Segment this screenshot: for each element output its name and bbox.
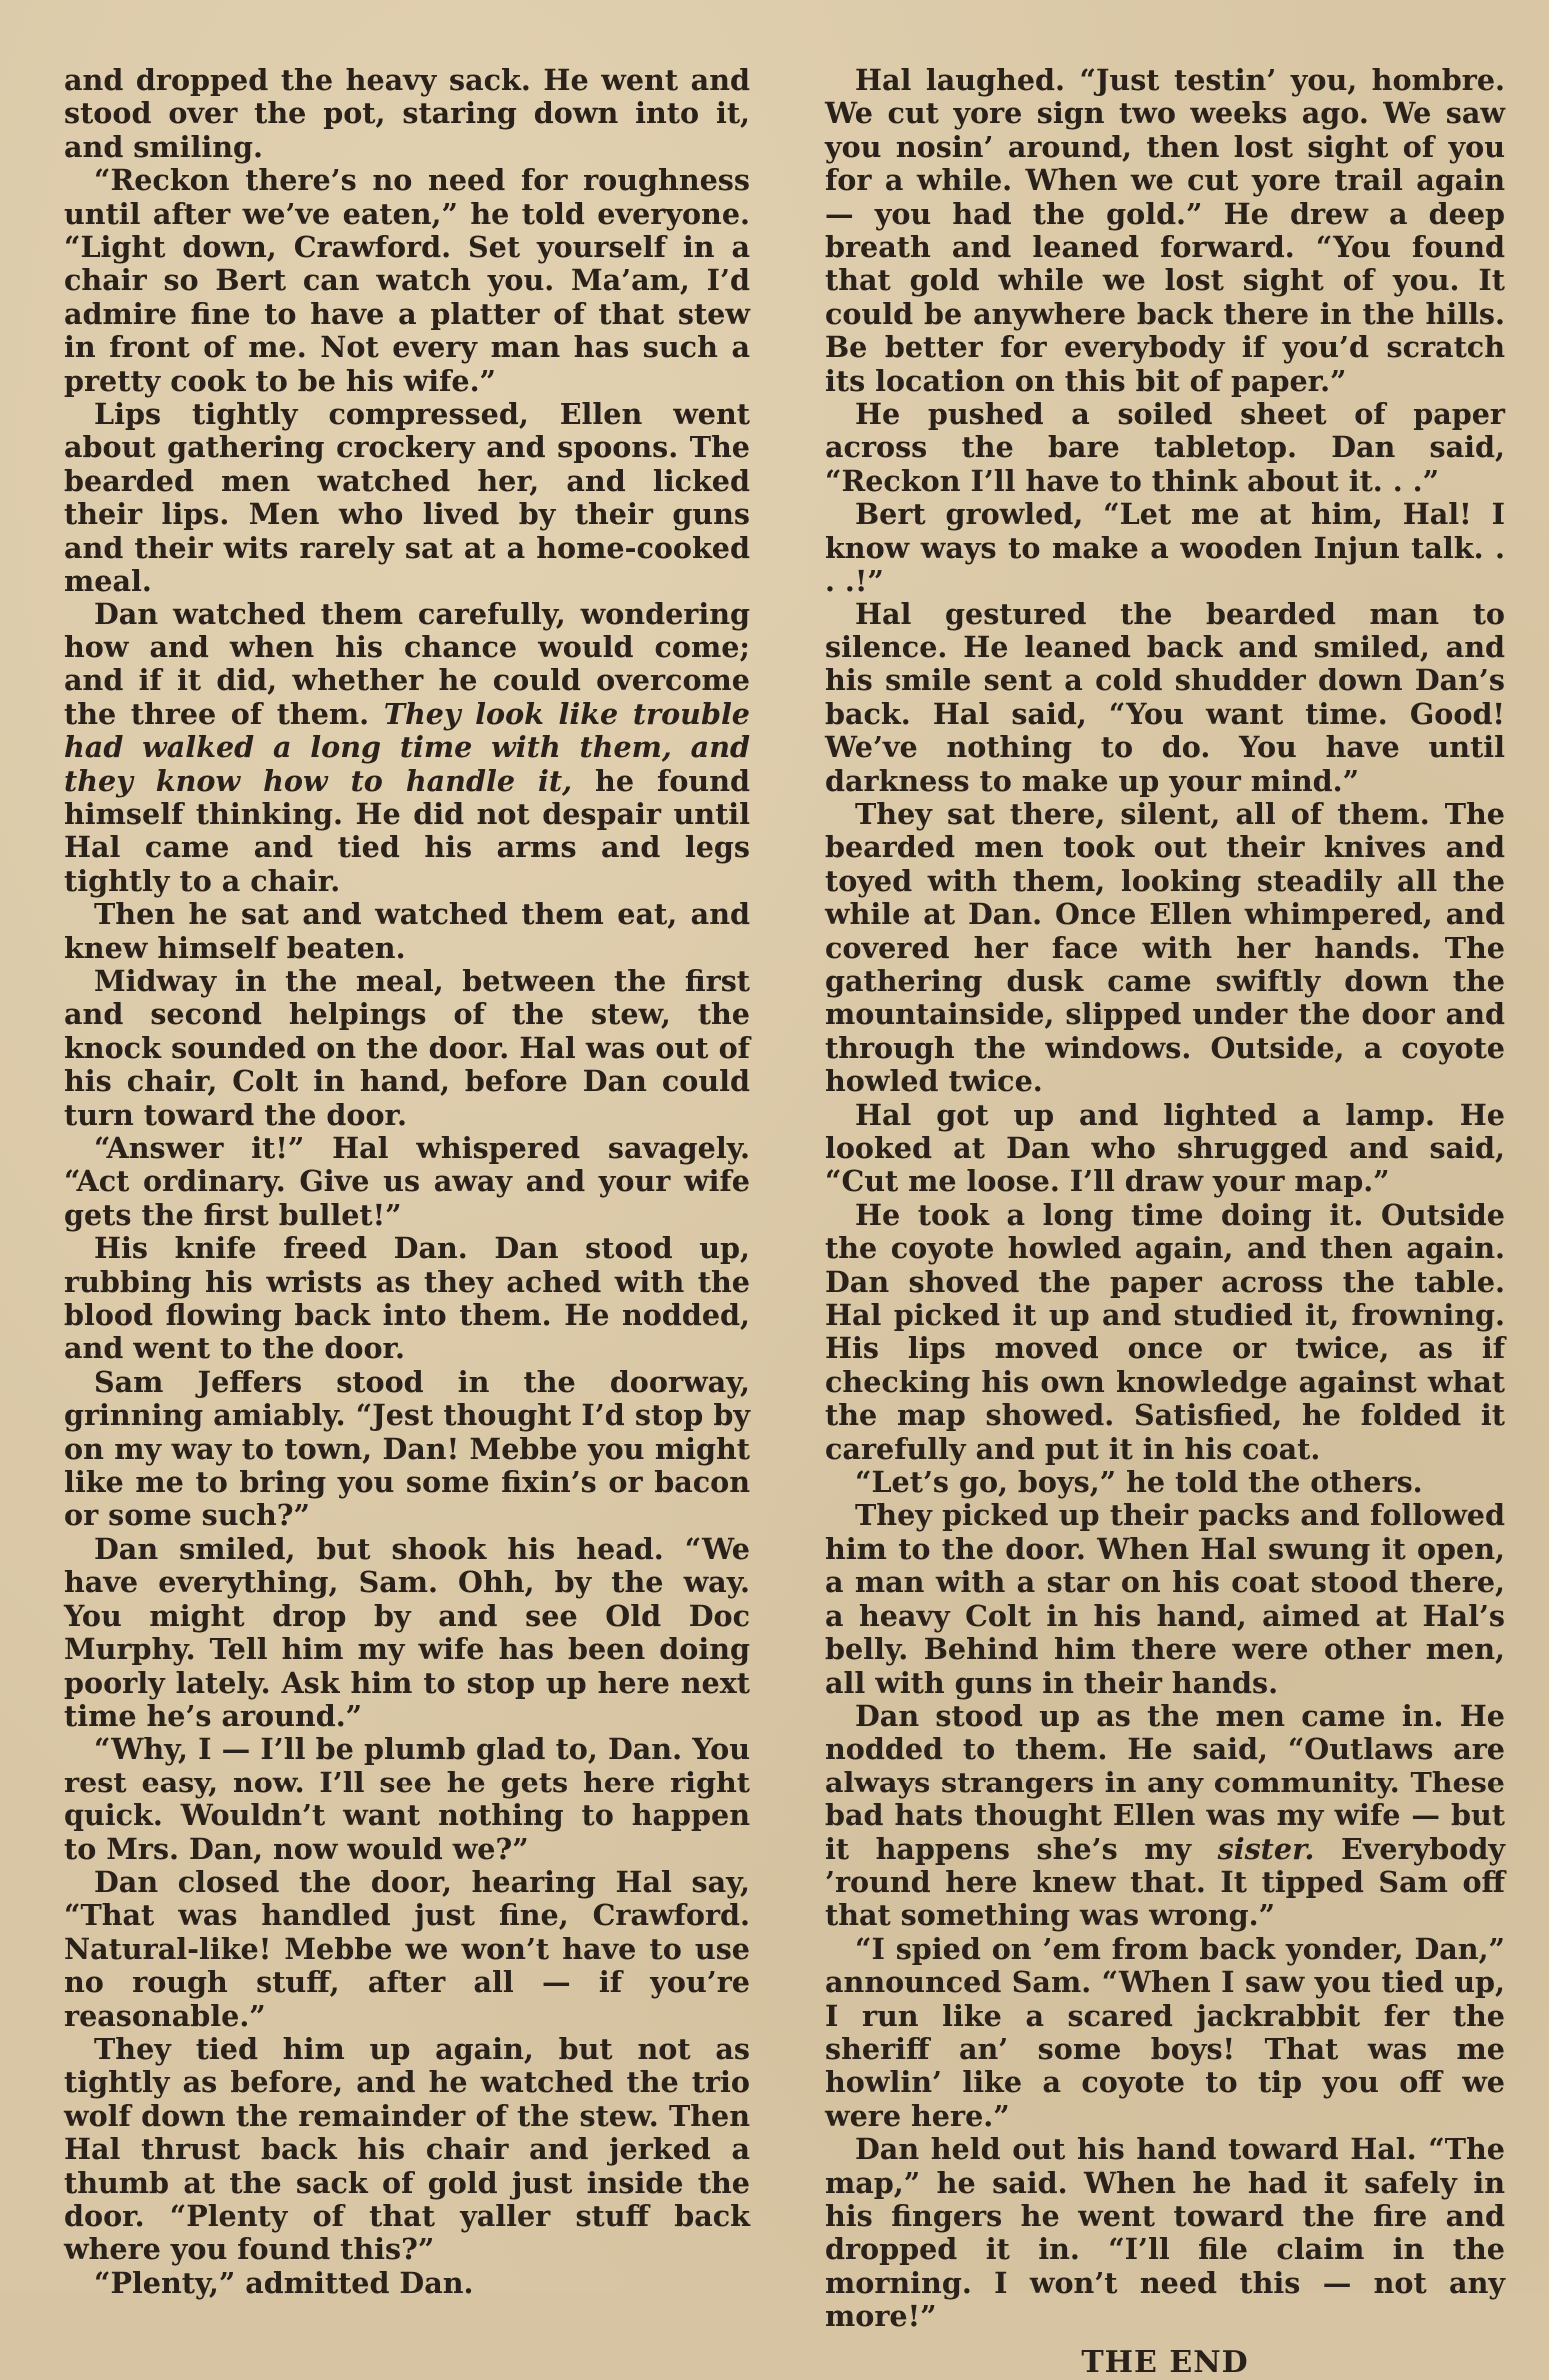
paragraph: He pushed a soiled sheet of paper across the bare tabletop. Dan said, “Reckon I’ll have to think about it. . .” xyxy=(825,397,1505,498)
paragraph-text: Everybody ’round here knew that. It tipped Sam off that something was wrong.” xyxy=(825,1831,1505,1933)
italic-emphasis: sister. xyxy=(1217,1831,1315,1866)
paragraph: Dan held out his hand toward Hal. “The map,” he said. When he had it safely in his fingers he went toward the fire and dropped it in. “I’ll file claim in the morning. I won’t need this — not any more!” xyxy=(825,2132,1505,2334)
paragraph: “Let’s go, boys,” he told the others. xyxy=(855,1465,1423,1500)
italic-thought: They look like trouble had walked a long time with them, and they know how to handle it, xyxy=(64,696,750,798)
paragraph: They sat there, silent, all of them. The bearded men took out their knives and toyed with them, looking steadily all the while at Dan. Once Ellen whimpered, and covered her face with her hands. The gathering dusk came swiftly down the mountainside, slipped under the door and through the windows. Outside, a coyote howled twice. xyxy=(825,796,1505,1099)
paragraph: “Answer it!” Hal whispered savagely. “Act ordinary. Give us away and your wife gets the first bullet!” xyxy=(64,1131,750,1232)
paragraph: Lips tightly compressed, Ellen went about gathering crockery and spoons. The bearded men watched her, and licked their lips. Men who lived by their guns and their wits rarely sat at a home-cooked meal. xyxy=(64,397,750,598)
the-end-label: THE END xyxy=(1081,2344,1249,2380)
paragraph: and dropped the heavy sack. He went and stood over the pot, staring down into it, and smiling. xyxy=(64,63,750,164)
right-column xyxy=(825,64,1505,2379)
paragraph: Then he sat and watched them eat, and knew himself beaten. xyxy=(64,897,750,965)
paragraph: Sam Jeffers stood in the doorway, grinning amiably. “Jest thought I’d stop by on my way to town, Dan! Mebbe you might like me to bring you some fixin’s or bacon or some such?” xyxy=(64,1364,750,1533)
paragraph-text: he found himself thinking. He did not despair until Hal came and tied his arms and legs tightly to a chair. xyxy=(64,763,750,898)
paragraph-text: Dan stood up as the men came in. He nodded to them. He said, “Outlaws are always strangers in any community. These bad hats thought Ellen was my wife — but it happens she’s my xyxy=(825,1698,1505,1866)
paragraph: “Reckon there’s no need for roughness until after we’ve eaten,” he told everyone. “Light down, Crawford. Set yourself in a chair so Bert can watch you. Ma’am, I’d admire fine to have a platter of that stew in front of me. Not every man has such a pretty cook to be his wife.” xyxy=(64,163,750,398)
paragraph: “Why, I — I’ll be plumb glad to, Dan. You rest easy, now. I’ll see he gets here right quick. Wouldn’t want nothing to happen to Mrs. Dan, now would we?” xyxy=(64,1732,750,1866)
left-column xyxy=(64,64,750,2300)
paragraph: Midway in the meal, between the first and second helpings of the stew, the knock sounded on the door. Hal was out of his chair, Colt in hand, before Dan could turn toward the door. xyxy=(64,963,750,1132)
paragraph: Bert growled, “Let me at him, Hal! I know ways to make a wooden Injun talk. . . .!” xyxy=(825,497,1505,598)
paragraph: Hal gestured the bearded man to silence. He leaned back and smiled, and his smile sent a cold shudder down Dan’s back. Hal said, “You want time. Good! We’ve nothing to do. You have until darkness to make up your mind.” xyxy=(825,596,1505,798)
paragraph: “Plenty,” admitted Dan. xyxy=(94,2265,474,2300)
paragraph: Hal got up and lighted a lamp. He looked at Dan who shrugged and said, “Cut me loose. I’ll draw your map.” xyxy=(825,1097,1505,1199)
paragraph-text: Dan watched them carefully, wondering how and when his chance would come; and if it did, whether he could overcome the three of them. xyxy=(64,596,750,731)
paragraph: Dan closed the door, hearing Hal say, “That was handled just fine, Crawford. Natural-like! Mebbe we won’t have to use no rough stuff, after all — if you’re reasonable.” xyxy=(64,1864,750,2033)
paragraph: He took a long time doing it. Outside the coyote howled again, and then again. Dan shoved the paper across the table. Hal picked it up and studied it, frowning. His lips moved once or twice, as if checking his own knowledge against what the map showed. Satisfied, he folded it carefully and put it in his coat. xyxy=(825,1197,1505,1466)
paragraph: Hal laughed. “Just testin’ you, hombre. We cut yore sign two weeks ago. We saw you nosin’ around, then lost sight of you for a while. When we cut yore trail again — you had the gold.” He drew a deep breath and leaned forward. “You found that gold while we lost sight of you. It could be anywhere back there in the hills. Be better for everybody if you’d scratch its location on this bit of paper.” xyxy=(825,63,1505,398)
paragraph: They picked up their packs and followed him to the door. When Hal swung it open, a man with a star on his coat stood there, a heavy Colt in his hand, aimed at Hal’s belly. Behind him there were other men, all with guns in their hands. xyxy=(825,1498,1505,1700)
paragraph xyxy=(825,1700,1505,1933)
paragraph: Dan smiled, but shook his head. “We have everything, Sam. Ohh, by the way. You might drop by and see Old Doc Murphy. Tell him my wife has been doing poorly lately. Ask him to stop up here next time he’s around.” xyxy=(64,1531,750,1733)
paragraph: They tied him up again, but not as tightly as before, and he watched the trio wolf down the remainder of the stew. Then Hal thrust back his chair and jerked a thumb at the sack of gold just inside the door. “Plenty of that yaller stuff back where you found this?” xyxy=(64,2031,750,2267)
paragraph: “I spied on ’em from back yonder, Dan,” announced Sam. “When I saw you tied up, I run like a scared jackrabbit fer the sheriff an’ some boys! That was me howlin’ like a coyote to tip you off we were here.” xyxy=(825,1931,1505,2133)
paragraph xyxy=(64,598,750,899)
paragraph: His knife freed Dan. Dan stood up, rubbing his wrists as they ached with the blood flowing back into them. He nodded, and went to the door. xyxy=(64,1231,750,1366)
